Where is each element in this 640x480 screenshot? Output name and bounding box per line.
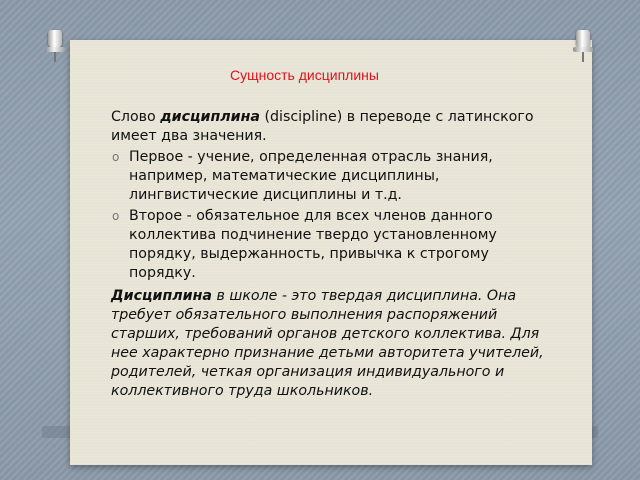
intro-prefix: Слово <box>111 109 161 125</box>
pin-icon <box>44 30 66 62</box>
slide-content <box>111 108 547 401</box>
paragraph-term: Дисциплина <box>111 288 212 304</box>
intro-paragraph <box>111 108 547 146</box>
slide-title: Сущность дисциплины <box>230 67 379 83</box>
definition-list <box>111 148 547 283</box>
pin-icon <box>572 30 594 62</box>
list-item-text: Первое - учение, определенная отрасль знания, например, математические дисциплины, лингвистические дисциплины и т.д. <box>129 149 493 203</box>
school-discipline-paragraph <box>111 287 547 401</box>
intro-rest: (discipline) в переводе с латинского имеет два значения. <box>111 109 534 144</box>
intro-term: дисциплина <box>160 109 260 125</box>
bullet-icon: o <box>112 209 120 223</box>
paragraph-rest: в школе - это твердая дисциплина. Она требует обязательного выполнения распоряжений старших, требований органов детского коллектива. Для нее характерно признание детьми авторитета учителей, родителей, четкая организация индивидуального и коллективного труда школьников. <box>111 288 544 399</box>
list-item <box>111 148 547 205</box>
bullet-icon: o <box>112 150 120 164</box>
list-item <box>111 207 547 283</box>
list-item-text: Второе - обязательное для всех членов данного коллектива подчинение твердо установленному порядку, выдержанность, привычка к строгому порядку. <box>129 208 497 281</box>
